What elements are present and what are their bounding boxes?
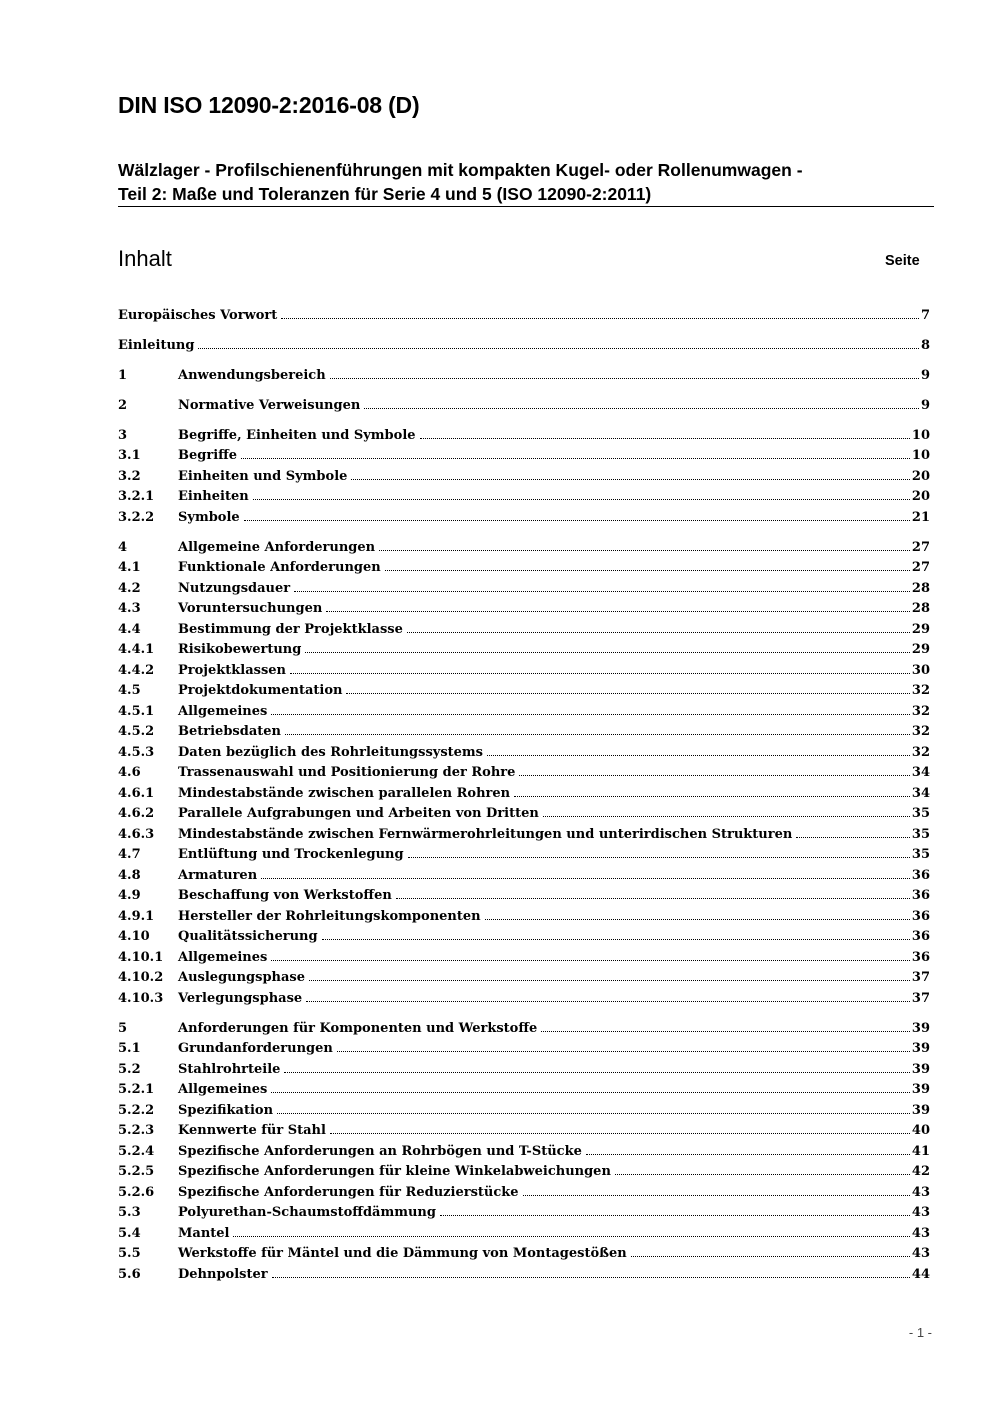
toc-entry-page: 43 (911, 1225, 930, 1241)
toc-entry-number: 3.1 (118, 448, 141, 463)
toc-entry-page: 32 (911, 683, 930, 698)
toc-entry[interactable] (118, 1200, 930, 1221)
toc-entry[interactable] (118, 739, 930, 760)
toc-dot-leader (541, 1031, 910, 1032)
toc-entry-page: 43 (911, 1246, 930, 1261)
toc-entry-page: 34 (911, 785, 930, 801)
toc-entry-number: 4.5 (118, 683, 141, 698)
toc-dot-leader (294, 591, 910, 592)
toc-dot-leader (241, 458, 910, 459)
toc-entry[interactable] (118, 555, 930, 576)
toc-entry-page: 43 (911, 1205, 930, 1220)
toc-entry-title: Anforderungen für Komponenten und Werkstoffe (178, 1020, 538, 1036)
toc-entry[interactable] (118, 719, 930, 740)
document-title: DIN ISO 12090-2:2016-08 (D) (118, 92, 420, 118)
toc-dot-leader (364, 408, 919, 409)
toc-entry[interactable] (118, 1241, 930, 1262)
toc-entry[interactable] (118, 332, 930, 353)
toc-entry-number: 5.2.6 (118, 1184, 155, 1200)
toc-entry[interactable] (118, 903, 930, 924)
toc-dot-leader (198, 348, 919, 349)
toc-dot-leader (485, 919, 910, 920)
toc-entry-page: 39 (911, 1061, 930, 1077)
toc-dot-leader (379, 550, 910, 551)
toc-dot-leader (322, 939, 910, 940)
toc-dot-leader (309, 980, 910, 981)
toc-dot-leader (408, 857, 910, 858)
toc-entry[interactable] (118, 698, 930, 719)
toc-entry-title: Spezifikation (178, 1102, 274, 1118)
toc-entry[interactable] (118, 842, 930, 863)
toc-entry-page: 10 (911, 427, 930, 443)
toc-entry-page: 42 (911, 1164, 930, 1179)
toc-entry[interactable] (118, 924, 930, 945)
toc-entry-number: 3 (118, 427, 128, 443)
toc-entry-number: 5.5 (118, 1246, 141, 1261)
toc-entry[interactable] (118, 1220, 930, 1241)
toc-entry-page: 36 (911, 867, 930, 883)
toc-entry-page: 32 (911, 724, 930, 739)
toc-entry-number: 3.2.2 (118, 509, 155, 525)
toc-entry-title: Symbole (178, 509, 240, 525)
toc-entry[interactable] (118, 801, 930, 822)
toc-entry-number: 4.7 (118, 847, 141, 862)
toc-entry[interactable] (118, 1097, 930, 1118)
toc-entry-page: 39 (911, 1020, 930, 1036)
toc-entry-number: 4.4.2 (118, 662, 155, 678)
toc-entry-page: 20 (911, 468, 930, 484)
toc-entry-title: Voruntersuchungen (178, 601, 323, 616)
toc-entry[interactable] (118, 1159, 930, 1180)
toc-entry-number: 5.2.3 (118, 1123, 155, 1138)
toc-entry-number: 4.9.1 (118, 908, 155, 924)
toc-entry[interactable] (118, 1118, 930, 1139)
toc-entry-title: Grundanforderungen (178, 1041, 333, 1056)
toc-entry-number: 4.10.3 (118, 990, 164, 1006)
toc-page-column-label: Seite (885, 253, 920, 269)
toc-entry-title: Kennwerte für Stahl (178, 1123, 326, 1138)
toc-entry-page: 29 (911, 621, 930, 637)
toc-entry-title: Qualitätssicherung (178, 929, 318, 944)
toc-entry-number: 2 (118, 397, 128, 413)
toc-dot-leader (586, 1154, 910, 1155)
toc-entry-page: 27 (911, 539, 930, 555)
toc-entry-page: 37 (911, 970, 930, 985)
toc-entry-title: Einheiten und Symbole (178, 468, 348, 484)
toc-entry-number: 4.6.3 (118, 826, 155, 842)
toc-entry-title: Verlegungsphase (178, 990, 303, 1006)
toc-entry-page: 28 (911, 601, 930, 616)
toc-entry-title: Werkstoffe für Mäntel und die Dämmung von Montagestößen (178, 1246, 627, 1261)
toc-dot-leader (261, 878, 910, 879)
toc-entry-title: Allgemeines (178, 1082, 268, 1097)
toc-entry-page: 7 (920, 307, 930, 323)
toc-entry-page: 10 (911, 448, 930, 463)
toc-dot-leader (543, 816, 910, 817)
toc-entry-number: 4.5.3 (118, 744, 155, 760)
toc-entry-number: 3.2.1 (118, 489, 155, 504)
toc-entry[interactable] (118, 504, 930, 525)
subtitle-line-2: Teil 2: Maße und Toleranzen für Serie 4 und 5 (ISO 12090-2:2011) (118, 184, 652, 204)
toc-entry-title: Funktionale Anforderungen (178, 560, 381, 575)
toc-entry-number: 5.2.4 (118, 1143, 155, 1159)
toc-dot-leader (281, 318, 919, 319)
toc-entry-title: Spezifische Anforderungen für kleine Winkelabweichungen (178, 1164, 611, 1179)
toc-entry-title: Europäisches Vorwort (118, 307, 278, 323)
toc-entry-number: 5.4 (118, 1225, 141, 1241)
toc-entry[interactable] (118, 1036, 930, 1057)
toc-dot-leader (305, 652, 910, 653)
toc-entry-page: 32 (911, 703, 930, 719)
toc-entry-number: 5.2.1 (118, 1082, 155, 1097)
toc-entry-number: 5.6 (118, 1266, 141, 1282)
toc-dot-leader (306, 1001, 910, 1002)
toc-entry-number: 4.10.1 (118, 949, 164, 965)
toc-entry-number: 5.2 (118, 1061, 141, 1077)
toc-entry-title: Daten bezüglich des Rohrleitungssystems (178, 744, 483, 760)
toc-entry-number: 4.6.1 (118, 785, 155, 801)
toc-dot-leader (290, 673, 910, 674)
toc-heading: Inhalt (118, 246, 172, 271)
title-divider (118, 206, 934, 207)
toc-dot-leader (271, 714, 910, 715)
toc-entry-title: Spezifische Anforderungen an Rohrbögen und T-Stücke (178, 1143, 582, 1159)
toc-entry-title: Spezifische Anforderungen für Reduzierstücke (178, 1184, 519, 1200)
toc-entry-title: Polyurethan-Schaumstoffdämmung (178, 1205, 436, 1220)
toc-entry[interactable] (118, 1015, 930, 1036)
toc-entry-title: Anwendungsbereich (178, 367, 326, 383)
toc-entry-title: Allgemeine Anforderungen (178, 539, 376, 555)
toc-entry-page: 36 (911, 888, 930, 903)
toc-entry-number: 5.2.5 (118, 1164, 155, 1179)
toc-entry-page: 44 (911, 1266, 930, 1282)
toc-entry-number: 4.10 (118, 929, 150, 944)
toc-dot-leader (271, 960, 910, 961)
toc-dot-leader (351, 479, 910, 480)
toc-entry-page: 32 (911, 744, 930, 760)
toc-entry-number: 4.2 (118, 580, 141, 596)
toc-entry[interactable] (118, 463, 930, 484)
toc-entry-number: 3.2 (118, 468, 141, 484)
toc-dot-leader (519, 775, 910, 776)
toc-dot-leader (796, 837, 910, 838)
toc-entry[interactable] (118, 534, 930, 555)
toc-dot-leader (244, 520, 910, 521)
toc-entry-page: 43 (911, 1184, 930, 1200)
toc-entry-title: Risikobewertung (178, 642, 302, 657)
toc-entry[interactable] (118, 443, 930, 464)
toc-dot-leader (330, 1133, 910, 1134)
toc-entry[interactable] (118, 780, 930, 801)
toc-entry[interactable] (118, 302, 930, 323)
toc-entry-page: 36 (911, 908, 930, 924)
toc-dot-leader (407, 632, 910, 633)
toc-entry-title: Allgemeines (178, 703, 268, 719)
toc-dot-leader (337, 1051, 910, 1052)
toc-entry-page: 36 (911, 949, 930, 965)
toc-entry-title: Entlüftung und Trockenlegung (178, 847, 404, 862)
toc-entry-page: 35 (911, 826, 930, 842)
toc-entry[interactable] (118, 760, 930, 781)
toc-entry-title: Betriebsdaten (178, 724, 281, 739)
toc-entry-page: 39 (911, 1082, 930, 1097)
toc-entry-page: 9 (920, 397, 930, 413)
toc-entry[interactable] (118, 637, 930, 658)
toc-dot-leader (271, 1092, 910, 1093)
toc-dot-leader (346, 693, 909, 694)
toc-entry[interactable] (118, 985, 930, 1006)
toc-entry-number: 4.3 (118, 601, 141, 616)
toc-entry-number: 4.10.2 (118, 970, 164, 985)
toc-entry-title: Armaturen (178, 867, 258, 883)
toc-entry[interactable] (118, 596, 930, 617)
toc-entry-title: Trassenauswahl und Positionierung der Rohre (178, 765, 516, 780)
toc-dot-leader (233, 1236, 909, 1237)
table-of-contents (118, 302, 930, 1282)
toc-entry-page: 27 (911, 560, 930, 575)
toc-entry[interactable] (118, 422, 930, 443)
toc-entry[interactable] (118, 616, 930, 637)
toc-entry-number: 5.1 (118, 1041, 141, 1056)
toc-entry[interactable] (118, 1138, 930, 1159)
toc-entry[interactable] (118, 678, 930, 699)
toc-entry-number: 4.6 (118, 765, 141, 780)
toc-entry-page: 20 (911, 489, 930, 504)
toc-entry-title: Einleitung (118, 337, 195, 353)
toc-entry[interactable] (118, 484, 930, 505)
toc-entry[interactable] (118, 862, 930, 883)
toc-entry[interactable] (118, 965, 930, 986)
toc-dot-leader (385, 570, 910, 571)
toc-dot-leader (487, 755, 910, 756)
toc-entry[interactable] (118, 575, 930, 596)
document-subtitle (118, 158, 934, 206)
toc-entry-title: Hersteller der Rohrleitungskomponenten (178, 908, 481, 924)
toc-dot-leader (440, 1215, 910, 1216)
toc-entry-number: 4.4.1 (118, 642, 155, 657)
toc-dot-leader (330, 378, 919, 379)
toc-entry-number: 1 (118, 367, 128, 383)
toc-entry-title: Mindestabstände zwischen parallelen Rohren (178, 785, 511, 801)
toc-entry-page: 39 (911, 1102, 930, 1118)
toc-dot-leader (514, 796, 910, 797)
toc-entry[interactable] (118, 1077, 930, 1098)
toc-dot-leader (396, 898, 910, 899)
toc-entry-title: Normative Verweisungen (178, 397, 361, 413)
toc-dot-leader (326, 611, 910, 612)
toc-entry-number: 5 (118, 1020, 128, 1036)
toc-entry-title: Mantel (178, 1225, 230, 1241)
toc-entry-number: 5.3 (118, 1205, 141, 1220)
toc-entry-page: 21 (911, 509, 930, 525)
toc-entry-page: 8 (920, 337, 930, 353)
toc-entry-page: 37 (911, 990, 930, 1006)
toc-entry-page: 40 (911, 1123, 930, 1138)
toc-entry-number: 4.9 (118, 888, 141, 903)
toc-entry-title: Begriffe, Einheiten und Symbole (178, 427, 416, 443)
toc-entry-title: Begriffe (178, 448, 238, 463)
toc-dot-leader (523, 1195, 910, 1196)
subtitle-line-1: Wälzlager - Profilschienenführungen mit kompakten Kugel- oder Rollenumwagen - (118, 160, 803, 180)
toc-dot-leader (615, 1174, 910, 1175)
toc-entry-title: Mindestabstände zwischen Fernwärmerohrleitungen und unterirdischen Strukturen (178, 826, 793, 842)
toc-entry[interactable] (118, 883, 930, 904)
toc-entry-number: 4.5.2 (118, 724, 155, 739)
toc-entry-page: 35 (911, 806, 930, 821)
toc-entry-page: 30 (911, 662, 930, 678)
toc-entry-number: 4.5.1 (118, 703, 155, 719)
toc-entry[interactable] (118, 1056, 930, 1077)
toc-dot-leader (284, 1072, 909, 1073)
toc-entry-page: 39 (911, 1041, 930, 1056)
toc-entry-number: 4.1 (118, 560, 141, 575)
toc-entry-number: 4 (118, 539, 128, 555)
toc-dot-leader (631, 1256, 910, 1257)
toc-dot-leader (285, 734, 910, 735)
toc-entry-title: Allgemeines (178, 949, 268, 965)
toc-dot-leader (253, 499, 910, 500)
toc-entry[interactable] (118, 1261, 930, 1282)
toc-entry-number: 4.6.2 (118, 806, 155, 821)
toc-entry-page: 9 (920, 367, 930, 383)
toc-entry-title: Projektklassen (178, 662, 287, 678)
toc-entry-number: 4.4 (118, 621, 141, 637)
toc-entry[interactable] (118, 944, 930, 965)
toc-entry-page: 35 (911, 847, 930, 862)
toc-entry-title: Beschaffung von Werkstoffen (178, 888, 392, 903)
toc-entry-page: 36 (911, 929, 930, 944)
toc-entry-title: Dehnpolster (178, 1266, 268, 1282)
toc-entry[interactable] (118, 362, 930, 383)
toc-entry-title: Nutzungsdauer (178, 580, 291, 596)
toc-entry-number: 4.8 (118, 867, 141, 883)
toc-entry-title: Auslegungsphase (178, 970, 306, 985)
toc-entry[interactable] (118, 657, 930, 678)
toc-entry-page: 34 (911, 765, 930, 780)
toc-entry-title: Parallele Aufgrabungen und Arbeiten von Dritten (178, 806, 539, 821)
page-number: - 1 - (908, 1325, 932, 1340)
toc-dot-leader (420, 438, 910, 439)
toc-entry-title: Projektdokumentation (178, 683, 343, 698)
toc-entry-title: Einheiten (178, 489, 249, 504)
toc-entry-number: 5.2.2 (118, 1102, 155, 1118)
toc-entry-page: 41 (911, 1143, 930, 1159)
toc-entry-title: Bestimmung der Projektklasse (178, 621, 403, 637)
toc-entry-page: 29 (911, 642, 930, 657)
toc-entry[interactable] (118, 392, 930, 413)
toc-entry-page: 28 (911, 580, 930, 596)
toc-dot-leader (272, 1277, 910, 1278)
toc-entry-title: Stahlrohrteile (178, 1061, 281, 1077)
toc-dot-leader (277, 1113, 910, 1114)
toc-entry[interactable] (118, 821, 930, 842)
toc-entry[interactable] (118, 1179, 930, 1200)
